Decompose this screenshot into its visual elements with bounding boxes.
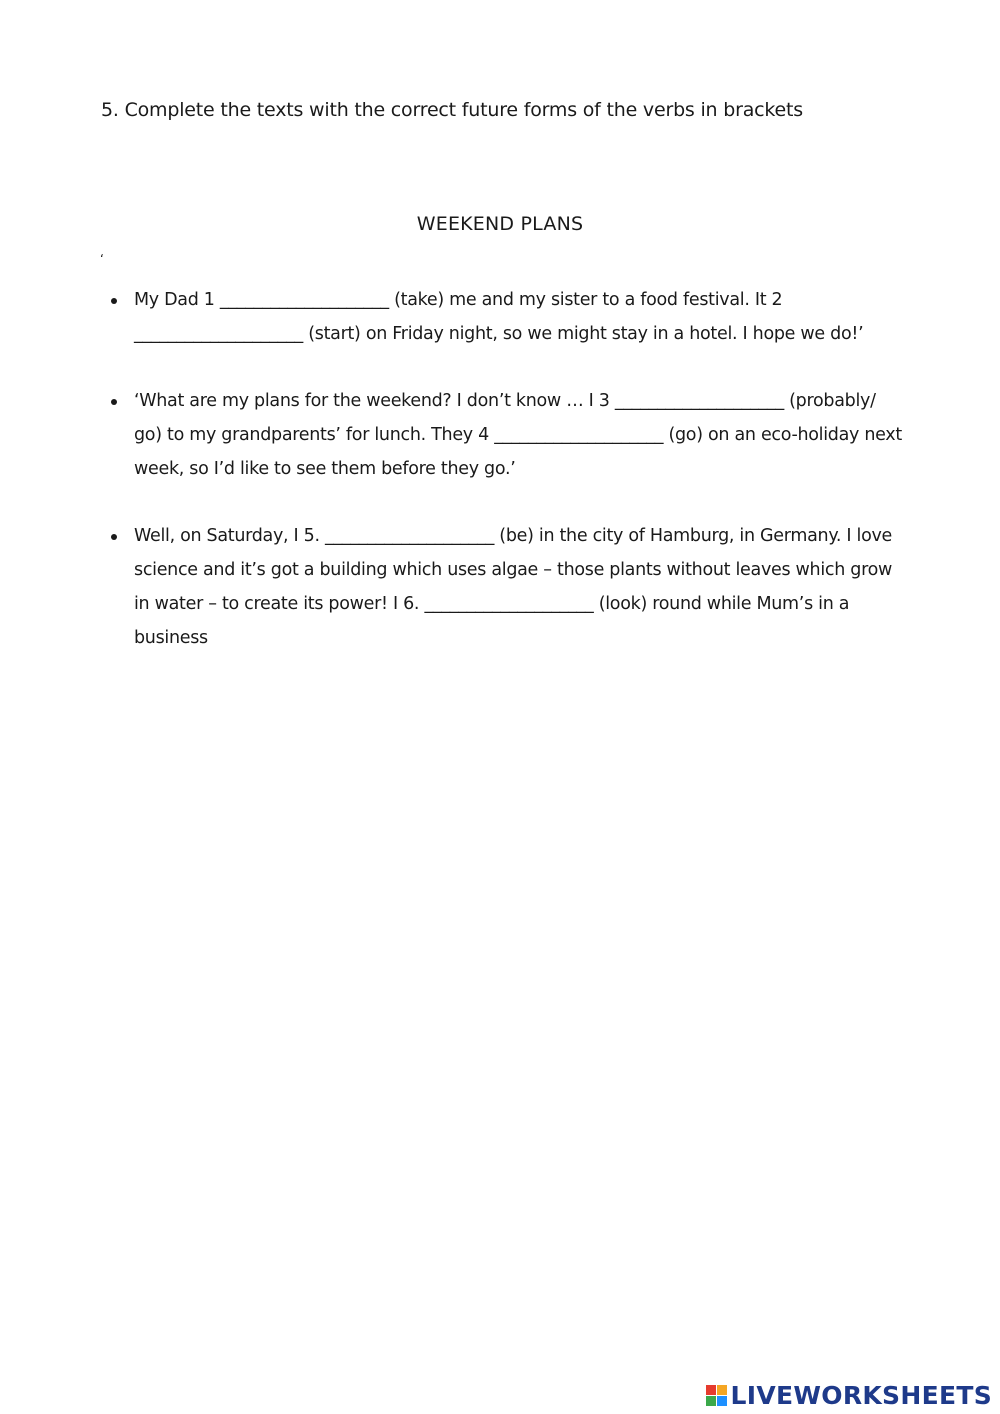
bullet-icon — [111, 534, 117, 540]
exercise-text: ‘What are my plans for the weekend? I don’t know … I 3 ____________________ (probably/ go) to my grandparents’ for lunch. They 4 ____________________ (go) on an eco-holiday next week, so I’d like to see them before they go.’ — [134, 391, 902, 479]
logo-text: LIVEWORKSHEETS — [730, 1380, 992, 1410]
bullet-icon — [111, 298, 117, 304]
exercise-text: My Dad 1 ____________________ (take) me and my sister to a food festival. It 2 ____________________ (start) on Friday night, so we might stay in a hotel. I hope we do!’ — [134, 290, 864, 344]
exercise-list — [0, 283, 1000, 688]
exercise-item — [0, 283, 904, 351]
exercise-item — [0, 519, 904, 655]
exercise-instruction: 5. Complete the texts with the correct future forms of the verbs in brackets — [101, 99, 803, 121]
stray-quote-mark: ‘ — [100, 252, 104, 266]
bullet-icon — [111, 399, 117, 405]
section-heading: WEEKEND PLANS — [416, 213, 584, 235]
exercise-text: Well, on Saturday, I 5. ____________________ (be) in the city of Hamburg, in Germany. I love science and it’s got a building which uses algae – those plants without leaves which grow in water – to create its power! I 6. ____________________ (look) round while Mum’s in a business — [134, 526, 893, 648]
exercise-item — [0, 384, 904, 486]
logo-mark-icon — [706, 1385, 727, 1406]
liveworksheets-logo[interactable] — [706, 1380, 992, 1410]
